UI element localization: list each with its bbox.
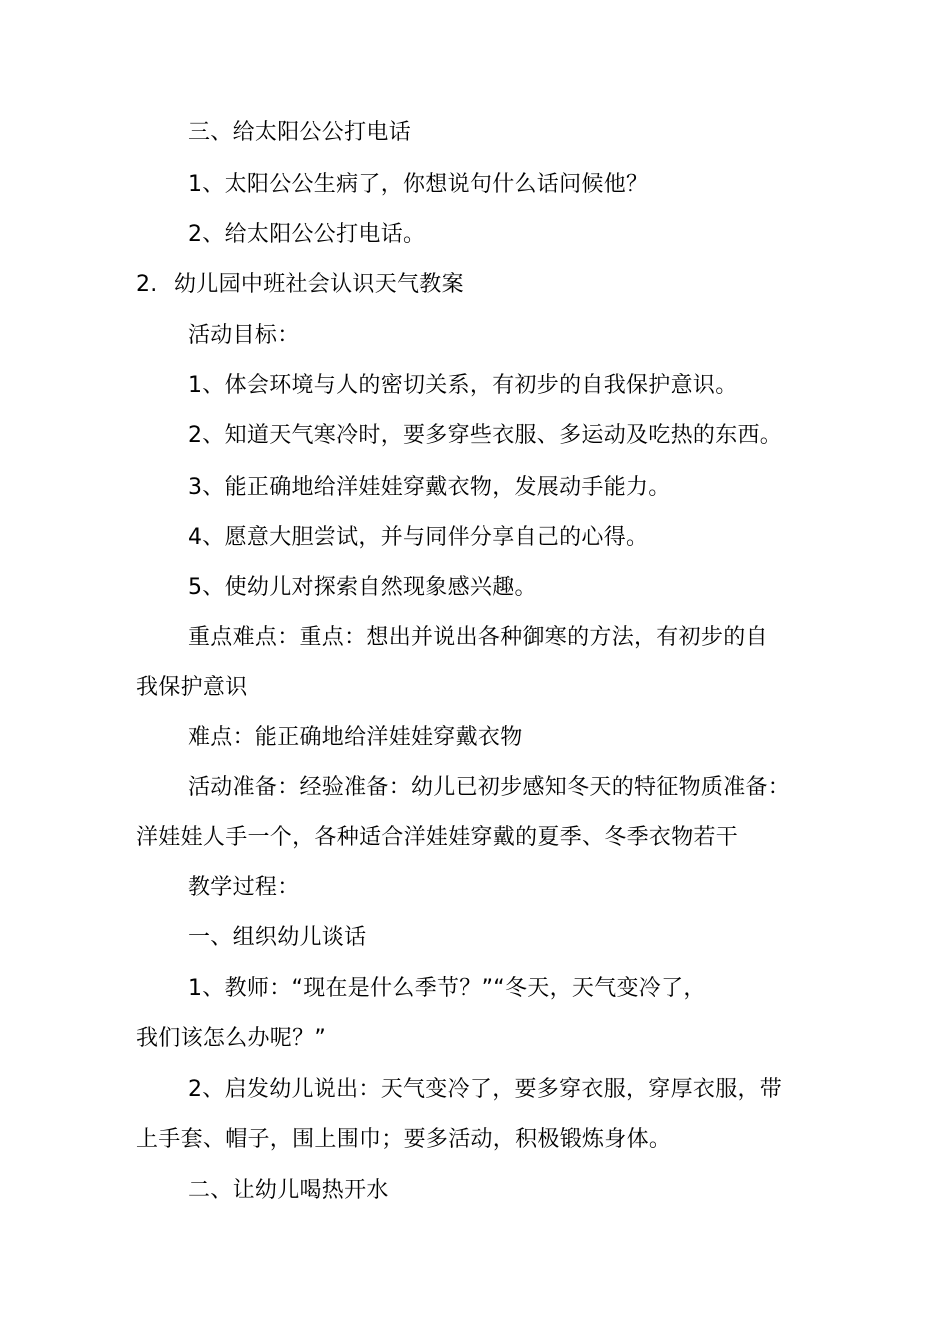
paragraph: 重点难点：重点：想出并说出各种御寒的方法，有初步的自 xyxy=(188,625,768,650)
paragraph: 难点：能正确地给洋娃娃穿戴衣物 xyxy=(188,725,523,750)
paragraph: 洋娃娃人手一个，各种适合洋娃娃穿戴的夏季、冬季衣物若干 xyxy=(136,825,739,850)
section-heading-process: 教学过程： xyxy=(188,875,300,900)
paragraph: 2、知道天气寒冷时，要多穿些衣服、多运动及吃热的东西。 xyxy=(188,423,783,448)
lesson-title: 幼儿园中班社会认识天气教案 xyxy=(174,272,464,297)
paragraph: 1、体会环境与人的密切关系，有初步的自我保护意识。 xyxy=(188,373,738,398)
paragraph: 4、愿意大胆尝试，并与同伴分享自己的心得。 xyxy=(188,525,649,550)
section-heading-call-sun: 三、给太阳公公打电话 xyxy=(188,120,412,145)
paragraph: 活动准备：经验准备：幼儿已初步感知冬天的特征物质准备： xyxy=(188,775,791,800)
paragraph: 上手套、帽子，围上围巾；要多活动，积极锻炼身体。 xyxy=(136,1127,672,1152)
paragraph: 我保护意识 xyxy=(136,675,248,700)
paragraph: 5、使幼儿对探索自然现象感兴趣。 xyxy=(188,575,537,600)
section-heading-talk: 一、组织幼儿谈话 xyxy=(188,925,367,950)
paragraph: 1、教师：“现在是什么季节？”“冬天，天气变冷了， xyxy=(188,976,706,1001)
list-number: 2. xyxy=(136,272,158,297)
paragraph: 3、能正确地给洋娃娃穿戴衣物，发展动手能力。 xyxy=(188,475,671,500)
paragraph: 2、给太阳公公打电话。 xyxy=(188,222,426,247)
section-heading-goals: 活动目标： xyxy=(188,323,300,348)
paragraph: 我们该怎么办呢？” xyxy=(136,1026,327,1051)
paragraph: 2、启发幼儿说出：天气变冷了，要多穿衣服，穿厚衣服，带 xyxy=(188,1077,783,1102)
section-heading-hot-water: 二、让幼儿喝热开水 xyxy=(188,1178,389,1203)
paragraph: 1、太阳公公生病了，你想说句什么话问候他？ xyxy=(188,172,649,197)
